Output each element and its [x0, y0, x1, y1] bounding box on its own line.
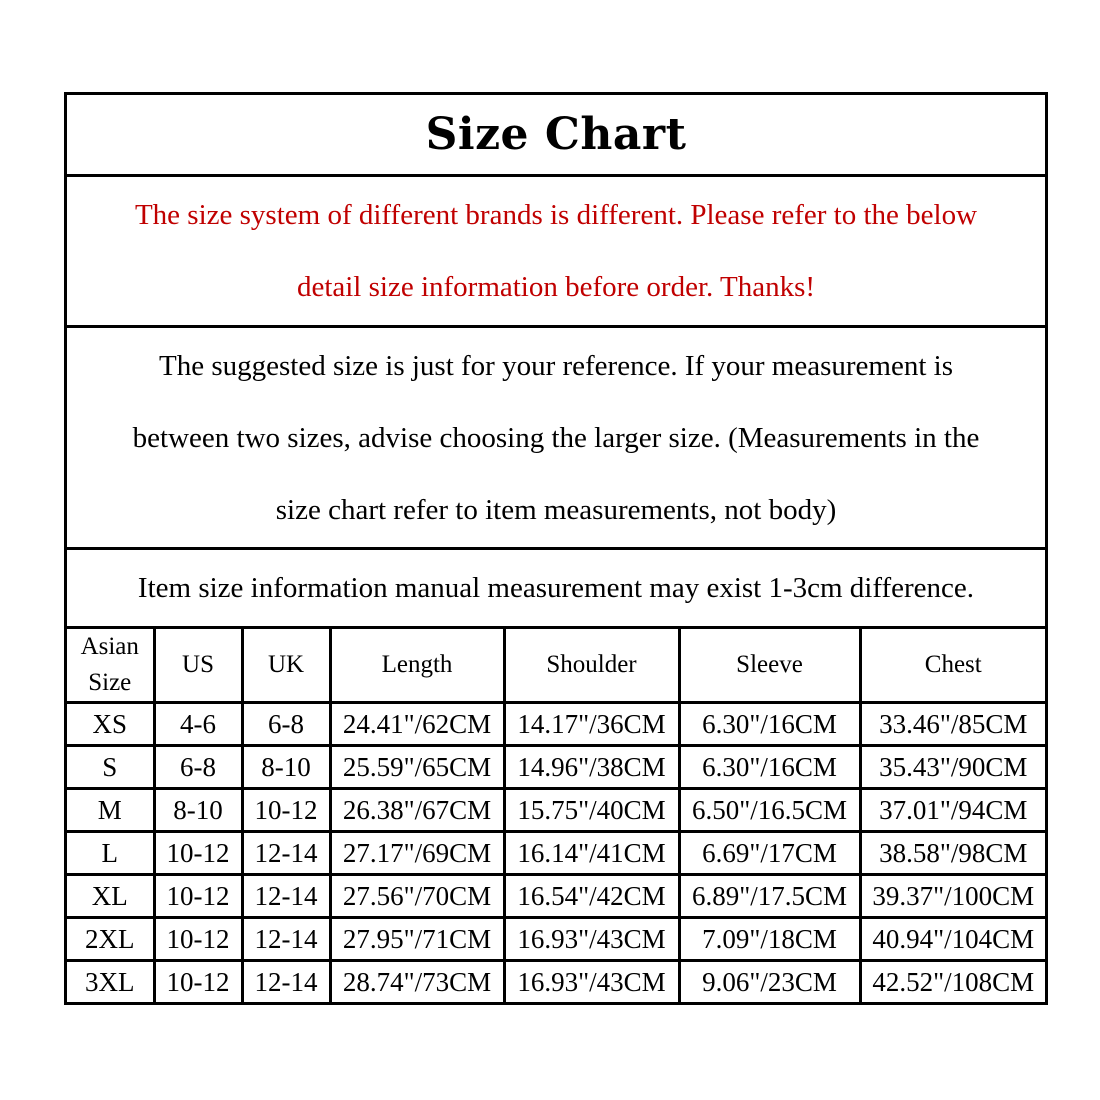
cell-length: 27.17"/69CM	[330, 832, 504, 875]
cell-asian-size: XS	[67, 703, 154, 746]
cell-uk: 12-14	[242, 832, 330, 875]
brand-notice	[67, 177, 1045, 328]
size-advice-line-1: The suggested size is just for your reference. If your measurement is	[158, 349, 953, 382]
cell-asian-size: XL	[67, 875, 154, 918]
cell-uk: 10-12	[242, 789, 330, 832]
cell-sleeve: 6.89"/17.5CM	[679, 875, 860, 918]
cell-length: 27.95"/71CM	[330, 918, 504, 961]
size-advice	[67, 328, 1045, 550]
cell-uk: 8-10	[242, 746, 330, 789]
header-length: Length	[330, 629, 504, 703]
header-asian-size-line-2: Size	[88, 669, 132, 696]
cell-chest: 38.58"/98CM	[860, 832, 1045, 875]
table-row	[67, 875, 1045, 918]
cell-shoulder: 16.14"/41CM	[504, 832, 679, 875]
cell-chest: 39.37"/100CM	[860, 875, 1045, 918]
cell-sleeve: 7.09"/18CM	[679, 918, 860, 961]
cell-sleeve: 6.50"/16.5CM	[679, 789, 860, 832]
header-asian-size	[67, 629, 154, 703]
table-row	[67, 789, 1045, 832]
brand-notice-line-2: detail size information before order. Thanks!	[296, 271, 816, 303]
cell-asian-size: L	[67, 832, 154, 875]
cell-shoulder: 16.93"/43CM	[504, 961, 679, 1003]
table-row	[67, 832, 1045, 875]
cell-asian-size: 3XL	[67, 961, 154, 1003]
cell-length: 24.41"/62CM	[330, 703, 504, 746]
cell-us: 10-12	[154, 961, 242, 1003]
cell-asian-size: 2XL	[67, 918, 154, 961]
page-title: Size Chart	[425, 109, 687, 160]
size-advice-line-2: between two sizes, advise choosing the larger size. (Measurements in the	[132, 421, 980, 454]
size-chart	[64, 92, 1048, 1005]
header-chest: Chest	[860, 629, 1045, 703]
cell-shoulder: 14.96"/38CM	[504, 746, 679, 789]
header-us: US	[154, 629, 242, 703]
size-table	[67, 629, 1045, 1002]
table-row	[67, 961, 1045, 1003]
cell-length: 27.56"/70CM	[330, 875, 504, 918]
header-shoulder: Shoulder	[504, 629, 679, 703]
cell-length: 26.38"/67CM	[330, 789, 504, 832]
cell-us: 8-10	[154, 789, 242, 832]
cell-chest: 35.43"/90CM	[860, 746, 1045, 789]
cell-sleeve: 6.30"/16CM	[679, 746, 860, 789]
cell-shoulder: 15.75"/40CM	[504, 789, 679, 832]
size-advice-line-3: size chart refer to item measurements, not body)	[275, 493, 837, 526]
cell-us: 10-12	[154, 918, 242, 961]
cell-us: 6-8	[154, 746, 242, 789]
title-block	[67, 95, 1045, 177]
header-asian-size-line-1: Asian	[80, 633, 139, 660]
cell-sleeve: 6.69"/17CM	[679, 832, 860, 875]
cell-sleeve: 6.30"/16CM	[679, 703, 860, 746]
cell-uk: 12-14	[242, 961, 330, 1003]
cell-sleeve: 9.06"/23CM	[679, 961, 860, 1003]
table-header-row	[67, 629, 1045, 703]
table-row	[67, 703, 1045, 746]
cell-uk: 12-14	[242, 918, 330, 961]
cell-length: 25.59"/65CM	[330, 746, 504, 789]
cell-uk: 12-14	[242, 875, 330, 918]
cell-shoulder: 16.54"/42CM	[504, 875, 679, 918]
table-row	[67, 746, 1045, 789]
header-sleeve: Sleeve	[679, 629, 860, 703]
cell-chest: 33.46"/85CM	[860, 703, 1045, 746]
measurement-difference-note	[67, 550, 1045, 629]
cell-chest: 40.94"/104CM	[860, 918, 1045, 961]
cell-asian-size: M	[67, 789, 154, 832]
cell-shoulder: 14.17"/36CM	[504, 703, 679, 746]
cell-us: 4-6	[154, 703, 242, 746]
cell-chest: 37.01"/94CM	[860, 789, 1045, 832]
cell-asian-size: S	[67, 746, 154, 789]
cell-uk: 6-8	[242, 703, 330, 746]
header-uk: UK	[242, 629, 330, 703]
brand-notice-line-1: The size system of different brands is different. Please refer to the below	[134, 199, 978, 231]
difference-note-text: Item size information manual measurement may exist 1-3cm difference.	[137, 571, 975, 604]
cell-length: 28.74"/73CM	[330, 961, 504, 1003]
cell-chest: 42.52"/108CM	[860, 961, 1045, 1003]
cell-us: 10-12	[154, 875, 242, 918]
cell-shoulder: 16.93"/43CM	[504, 918, 679, 961]
table-row	[67, 918, 1045, 961]
cell-us: 10-12	[154, 832, 242, 875]
